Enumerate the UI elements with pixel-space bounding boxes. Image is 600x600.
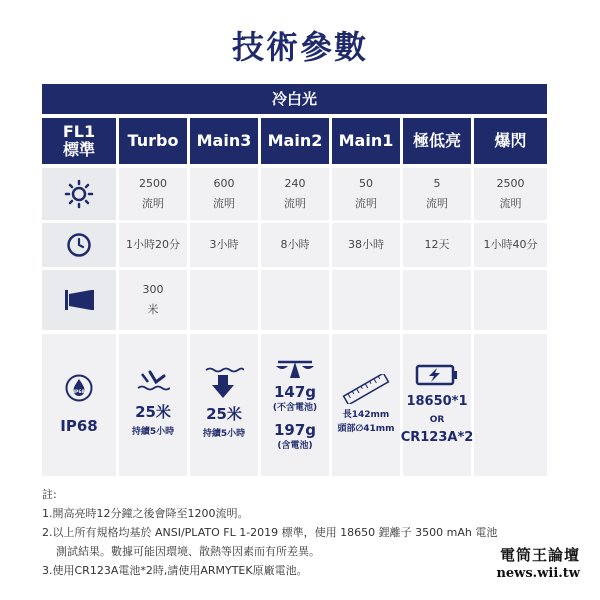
brightness-unit: 流明 <box>499 197 522 210</box>
brightness-main3 <box>190 168 258 220</box>
battery-option-2: CR123A*2 <box>400 430 474 445</box>
battery-option-1: 18650*1 <box>406 394 468 409</box>
brightness-main1 <box>332 168 400 220</box>
page-title: 技術參數 <box>231 28 368 66</box>
brightness-value: 600 <box>213 177 235 190</box>
watermark-url: news.wii.tw <box>496 566 580 581</box>
ip-rating-label: IP68 <box>60 417 98 435</box>
notes-heading: 註: <box>42 488 57 501</box>
drop-arrow-icon <box>204 366 244 400</box>
impact-duration: 持續5小時 <box>202 429 246 439</box>
features-empty <box>474 334 547 476</box>
ip68-drop-icon <box>65 374 93 402</box>
header-fl1-label: FL1 標準 <box>62 122 96 159</box>
brightness-unit: 流明 <box>284 197 306 210</box>
battery-icon <box>415 363 459 387</box>
water-resistance-cell <box>119 334 187 476</box>
runtime-main3: 3小時 <box>190 223 258 267</box>
beam-empty-3 <box>332 270 400 330</box>
runtime-turbo: 1小時20分 <box>119 223 187 267</box>
sun-icon <box>64 179 94 209</box>
brightness-unit: 流明 <box>426 197 448 210</box>
header-main1: Main1 <box>332 118 400 164</box>
brightness-value: 2500 <box>496 177 525 190</box>
dimensions-cell <box>332 334 400 476</box>
runtime-ultralow: 12天 <box>403 223 471 267</box>
weight-without-battery-note: (不含電池) <box>272 403 318 413</box>
battery-or: OR <box>429 415 445 425</box>
beam-empty-4 <box>403 270 471 330</box>
ip68-badge-text: IP68 <box>73 390 85 395</box>
ip-rating-cell <box>42 334 116 476</box>
header-main2: Main2 <box>261 118 329 164</box>
weight-without-battery: 147g <box>273 383 317 401</box>
runtime-main2: 8小時 <box>261 223 329 267</box>
clock-icon <box>66 232 92 258</box>
water-depth: 25米 <box>135 403 171 421</box>
beam-row-icon-cell <box>42 270 116 330</box>
brightness-value: 5 <box>433 177 441 190</box>
note-2-continued: 測試結果。數據可能因環境、散熱等因素而有所差異。 <box>56 545 320 558</box>
runtime-strobe: 1小時40分 <box>474 223 547 267</box>
brightness-value: 240 <box>284 177 306 190</box>
brightness-unit: 流明 <box>142 197 164 210</box>
brightness-turbo <box>119 168 187 220</box>
impact-resistance-cell <box>190 334 258 476</box>
beam-empty-5 <box>474 270 547 330</box>
runtime-main1: 38小時 <box>332 223 400 267</box>
header-strobe: 爆閃 <box>474 118 547 164</box>
notes-block <box>42 485 497 580</box>
note-1: 1.開高亮時12分鐘之後會降至1200流明。 <box>42 507 249 520</box>
battery-cell <box>400 334 474 476</box>
note-2: 2.以上所有規格均基於 ANSI/PLATO FL 1-2019 標準，使用 18650 鋰離子 3500 mAh 電池 <box>42 526 498 539</box>
beam-empty-1 <box>190 270 258 330</box>
header-main3: Main3 <box>190 118 258 164</box>
ruler-icon <box>339 374 393 404</box>
scale-icon <box>274 356 316 380</box>
runtime-row-icon-cell <box>42 223 116 267</box>
header-fl1 <box>42 118 116 164</box>
beam-empty-2 <box>261 270 329 330</box>
brightness-strobe <box>474 168 547 220</box>
length-text: 長142mm <box>342 410 390 420</box>
weight-with-battery: 197g <box>273 421 317 439</box>
brightness-ultralow <box>403 168 471 220</box>
beam-turbo <box>119 270 187 330</box>
brightness-unit: 流明 <box>213 197 235 210</box>
header-turbo: Turbo <box>119 118 187 164</box>
beam-value: 300 <box>142 283 164 296</box>
note-3: 3.使用CR123A電池*2時,請使用ARMYTEK原廠電池。 <box>42 564 308 577</box>
brightness-value: 2500 <box>139 177 167 190</box>
beam-unit: 米 <box>147 303 159 316</box>
header-ultralow: 極低亮 <box>403 118 471 164</box>
beam-distance-icon <box>63 288 95 312</box>
brightness-unit: 流明 <box>355 197 377 210</box>
diving-icon <box>136 368 170 394</box>
brightness-value: 50 <box>359 177 373 190</box>
weight-with-battery-note: (含電池) <box>277 441 313 451</box>
head-diameter-text: 頭部∅41mm <box>337 424 395 434</box>
weight-cell <box>261 334 329 476</box>
brightness-main2 <box>261 168 329 220</box>
brightness-row-icon-cell <box>42 168 116 220</box>
watermark-forum-name: 電筒王論壇 <box>499 546 580 564</box>
cool-white-band: 冷白光 <box>42 84 547 114</box>
water-duration: 持續5小時 <box>131 427 175 437</box>
impact-height: 25米 <box>206 405 242 423</box>
